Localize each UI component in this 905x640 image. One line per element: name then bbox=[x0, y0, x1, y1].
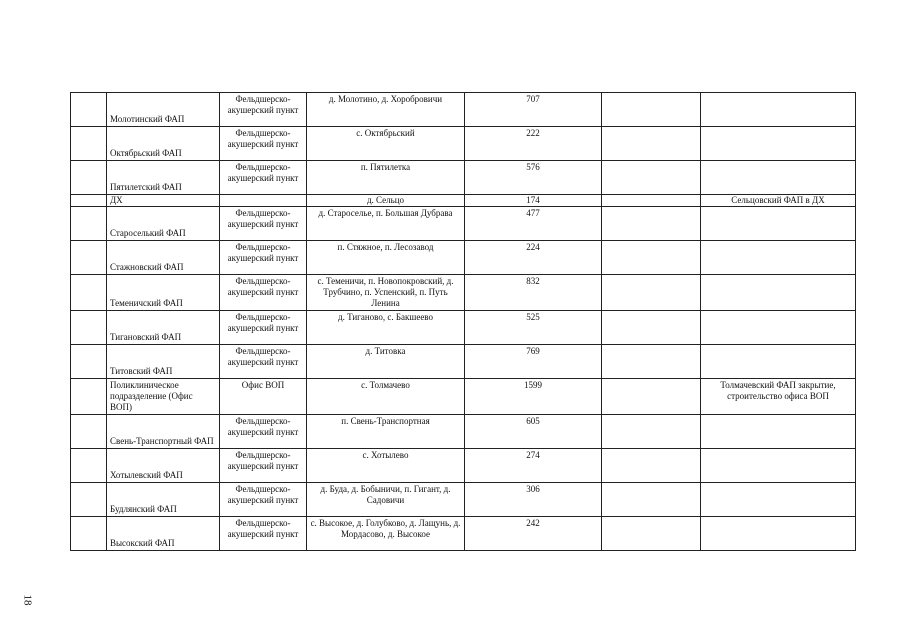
facility-type-cell: Офис ВОП bbox=[220, 379, 307, 415]
row-empty-cell bbox=[71, 449, 107, 483]
row-empty-cell bbox=[602, 311, 701, 345]
row-empty-cell bbox=[71, 207, 107, 241]
row-empty-cell bbox=[602, 275, 701, 311]
note-cell bbox=[701, 275, 856, 311]
facility-name-cell: ДХ bbox=[107, 195, 220, 207]
note-cell bbox=[701, 311, 856, 345]
localities-cell: д. Молотино, д. Хоробровичи bbox=[307, 93, 465, 127]
note-cell bbox=[701, 161, 856, 195]
facility-type-cell: Фельдшерско-акушерский пункт bbox=[220, 241, 307, 275]
localities-cell: д. Сельцо bbox=[307, 195, 465, 207]
localities-cell: п. Свень-Транспортная bbox=[307, 415, 465, 449]
table-row bbox=[71, 415, 856, 449]
table-row bbox=[71, 379, 856, 415]
table-row bbox=[71, 275, 856, 311]
localities-cell: п. Стяжное, п. Лесозавод bbox=[307, 241, 465, 275]
row-empty-cell bbox=[71, 415, 107, 449]
facility-name-cell: Молотинский ФАП bbox=[107, 93, 220, 127]
localities-cell: с. Высокое, д. Голубково, д. Лащунь, д. Мордасово, д. Высокое bbox=[307, 517, 465, 551]
row-empty-cell bbox=[71, 517, 107, 551]
facility-type-cell: Фельдшерско-акушерский пункт bbox=[220, 345, 307, 379]
row-empty-cell bbox=[71, 127, 107, 161]
facility-type-cell: Фельдшерско-акушерский пункт bbox=[220, 93, 307, 127]
facility-name-cell: Свень-Транспортный ФАП bbox=[107, 415, 220, 449]
facility-name-cell: Хотылевский ФАП bbox=[107, 449, 220, 483]
row-empty-cell bbox=[71, 483, 107, 517]
facility-name-cell: Поликлиническое подразделение (Офис ВОП) bbox=[107, 379, 220, 415]
population-cell: 224 bbox=[465, 241, 602, 275]
row-empty-cell bbox=[602, 449, 701, 483]
note-cell bbox=[701, 449, 856, 483]
population-cell: 525 bbox=[465, 311, 602, 345]
table-row bbox=[71, 161, 856, 195]
row-empty-cell bbox=[602, 127, 701, 161]
row-empty-cell bbox=[71, 195, 107, 207]
facility-name-cell: Тигановский ФАП bbox=[107, 311, 220, 345]
facility-name-cell: Пятилетский ФАП bbox=[107, 161, 220, 195]
table-row bbox=[71, 345, 856, 379]
localities-cell: д. Тиганово, с. Бакшеево bbox=[307, 311, 465, 345]
note-cell bbox=[701, 517, 856, 551]
localities-cell: с. Хотылево bbox=[307, 449, 465, 483]
facilities-table bbox=[70, 92, 856, 551]
table-row bbox=[71, 93, 856, 127]
note-cell bbox=[701, 127, 856, 161]
note-cell: Толмачевский ФАП закрытие, строительство офиса ВОП bbox=[701, 379, 856, 415]
population-cell: 477 bbox=[465, 207, 602, 241]
population-cell: 1599 bbox=[465, 379, 602, 415]
facility-name-cell: Октябрьский ФАП bbox=[107, 127, 220, 161]
page-number: 18 bbox=[21, 594, 34, 606]
row-empty-cell bbox=[602, 241, 701, 275]
note-cell bbox=[701, 207, 856, 241]
facility-name-cell: Будлянский ФАП bbox=[107, 483, 220, 517]
row-empty-cell bbox=[602, 207, 701, 241]
row-empty-cell bbox=[71, 379, 107, 415]
facility-type-cell: Фельдшерско-акушерский пункт bbox=[220, 517, 307, 551]
localities-cell: с. Октябрьский bbox=[307, 127, 465, 161]
population-cell: 306 bbox=[465, 483, 602, 517]
facility-type-cell: Фельдшерско-акушерский пункт bbox=[220, 483, 307, 517]
localities-cell: с. Толмачево bbox=[307, 379, 465, 415]
row-empty-cell bbox=[602, 517, 701, 551]
row-empty-cell bbox=[602, 415, 701, 449]
population-cell: 274 bbox=[465, 449, 602, 483]
table-row bbox=[71, 517, 856, 551]
row-empty-cell bbox=[71, 161, 107, 195]
note-cell: Сельцовский ФАП в ДХ bbox=[701, 195, 856, 207]
facility-name-cell: Титовский ФАП bbox=[107, 345, 220, 379]
table-row bbox=[71, 483, 856, 517]
population-cell: 832 bbox=[465, 275, 602, 311]
table-row bbox=[71, 127, 856, 161]
note-cell bbox=[701, 93, 856, 127]
row-empty-cell bbox=[71, 93, 107, 127]
facility-type-cell bbox=[220, 195, 307, 207]
table-body bbox=[71, 93, 856, 551]
population-cell: 242 bbox=[465, 517, 602, 551]
facility-type-cell: Фельдшерско-акушерский пункт bbox=[220, 275, 307, 311]
population-cell: 605 bbox=[465, 415, 602, 449]
row-empty-cell bbox=[71, 311, 107, 345]
row-empty-cell bbox=[602, 93, 701, 127]
row-empty-cell bbox=[71, 345, 107, 379]
facility-name-cell: Высокский ФАП bbox=[107, 517, 220, 551]
row-empty-cell bbox=[602, 161, 701, 195]
table-row bbox=[71, 195, 856, 207]
note-cell bbox=[701, 483, 856, 517]
facility-type-cell: Фельдшерско-акушерский пункт bbox=[220, 449, 307, 483]
localities-cell: д. Староселье, п. Большая Дубрава bbox=[307, 207, 465, 241]
population-cell: 222 bbox=[465, 127, 602, 161]
localities-cell: с. Теменичи, п. Новопокровский, д. Трубчино, п. Успенский, п. Путь Ленина bbox=[307, 275, 465, 311]
facility-name-cell: Староселький ФАП bbox=[107, 207, 220, 241]
facility-type-cell: Фельдшерско-акушерский пункт bbox=[220, 311, 307, 345]
population-cell: 576 bbox=[465, 161, 602, 195]
localities-cell: д. Титовка bbox=[307, 345, 465, 379]
row-empty-cell bbox=[602, 345, 701, 379]
facility-type-cell: Фельдшерско-акушерский пункт bbox=[220, 207, 307, 241]
note-cell bbox=[701, 241, 856, 275]
population-cell: 707 bbox=[465, 93, 602, 127]
table-row bbox=[71, 449, 856, 483]
note-cell bbox=[701, 345, 856, 379]
row-empty-cell bbox=[71, 275, 107, 311]
facility-type-cell: Фельдшерско-акушерский пункт bbox=[220, 415, 307, 449]
population-cell: 769 bbox=[465, 345, 602, 379]
facility-type-cell: Фельдшерско-акушерский пункт bbox=[220, 161, 307, 195]
note-cell bbox=[701, 415, 856, 449]
localities-cell: п. Пятилетка bbox=[307, 161, 465, 195]
population-cell: 174 bbox=[465, 195, 602, 207]
row-empty-cell bbox=[602, 195, 701, 207]
row-empty-cell bbox=[602, 483, 701, 517]
table-row bbox=[71, 241, 856, 275]
table-row bbox=[71, 207, 856, 241]
row-empty-cell bbox=[602, 379, 701, 415]
facility-name-cell: Стажновский ФАП bbox=[107, 241, 220, 275]
facility-name-cell: Теменичский ФАП bbox=[107, 275, 220, 311]
facility-type-cell: Фельдшерско-акушерский пункт bbox=[220, 127, 307, 161]
table-row bbox=[71, 311, 856, 345]
localities-cell: д. Буда, д. Бобыничи, п. Гигант, д. Садовичи bbox=[307, 483, 465, 517]
row-empty-cell bbox=[71, 241, 107, 275]
